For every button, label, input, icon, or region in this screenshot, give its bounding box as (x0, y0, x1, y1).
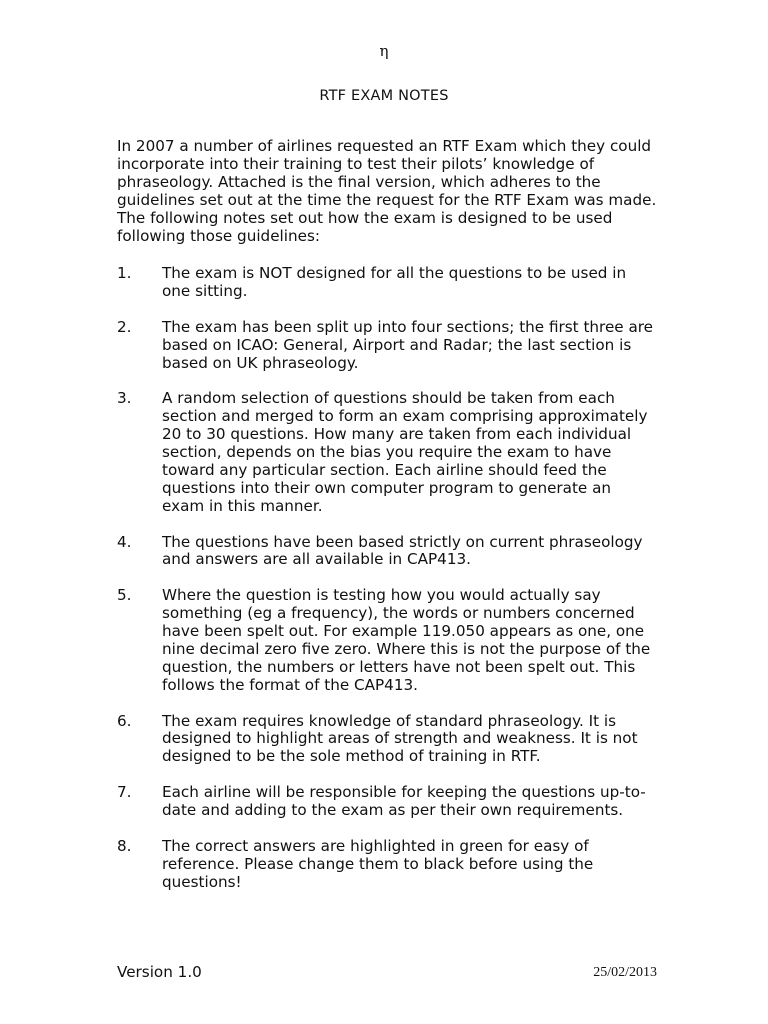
note-item-6 (117, 713, 657, 767)
header-symbol: η (379, 42, 389, 60)
note-text: The exam requires knowledge of standard phraseology. It is designed to highlight areas of strength and weakness. It is not designed to be the sole method of training in RTF. (162, 711, 638, 766)
note-number: 7. (117, 783, 132, 802)
footer-version: Version 1.0 (117, 963, 202, 981)
note-item-8 (117, 838, 657, 892)
footer-date: 25/02/2013 (593, 965, 657, 980)
note-text: The exam has been split up into four sections; the first three are based on ICAO: General, Airport and Radar; the last section is based on UK phraseology. (162, 317, 654, 372)
note-number: 5. (117, 586, 132, 605)
note-number: 6. (117, 711, 132, 730)
note-number: 8. (117, 836, 132, 855)
note-number: 4. (117, 532, 132, 551)
note-number: 2. (117, 317, 132, 336)
note-text: Each airline will be responsible for keeping the questions up-to-date and adding to the exam as per their own requirements. (162, 783, 646, 820)
note-text: Where the question is testing how you would actually say something (eg a frequency), the words or numbers concerned have been spelt out. For example 119.050 appears as one, one nine decimal zero five zero. Where this is not the purpose of the question, the numbers or letters have not been spelt out. This follows the format of the CAP413. (162, 586, 651, 694)
note-text: The questions have been based strictly on current phraseology and answers are all available in CAP413. (162, 532, 643, 569)
document-title: RTF EXAM NOTES (319, 88, 449, 104)
note-number: 3. (117, 389, 132, 408)
note-text: The exam is NOT designed for all the questions to be used in one sitting. (162, 264, 627, 300)
note-item-5 (117, 587, 657, 694)
note-text: A random selection of questions should be taken from each section and merged to form an exam comprising approximately 20 to 30 questions. How many are taken from each individual section, depends on the bias you require the exam to have toward any particular section. Each airline should feed the questions into their own computer program to generate an exam in this manner. (162, 389, 648, 515)
note-number: 1. (117, 264, 132, 282)
note-item-2 (117, 319, 657, 373)
note-item-7 (117, 784, 657, 820)
note-item-3 (117, 390, 657, 515)
note-text: The correct answers are highlighted in green for easy of reference. Please change them to black before using the questions! (162, 836, 594, 891)
note-item-1 (117, 265, 657, 301)
note-item-4 (117, 534, 657, 570)
notes-list (117, 265, 657, 910)
intro-paragraph: In 2007 a number of airlines requested an RTF Exam which they could incorporate into their training to test their pilots’ knowledge of phraseology. Attached is the final version, which adheres to the guidelines set out at the time the request for the RTF Exam was made. The following notes set out how the exam is designed to be used following those guidelines: (117, 137, 657, 245)
